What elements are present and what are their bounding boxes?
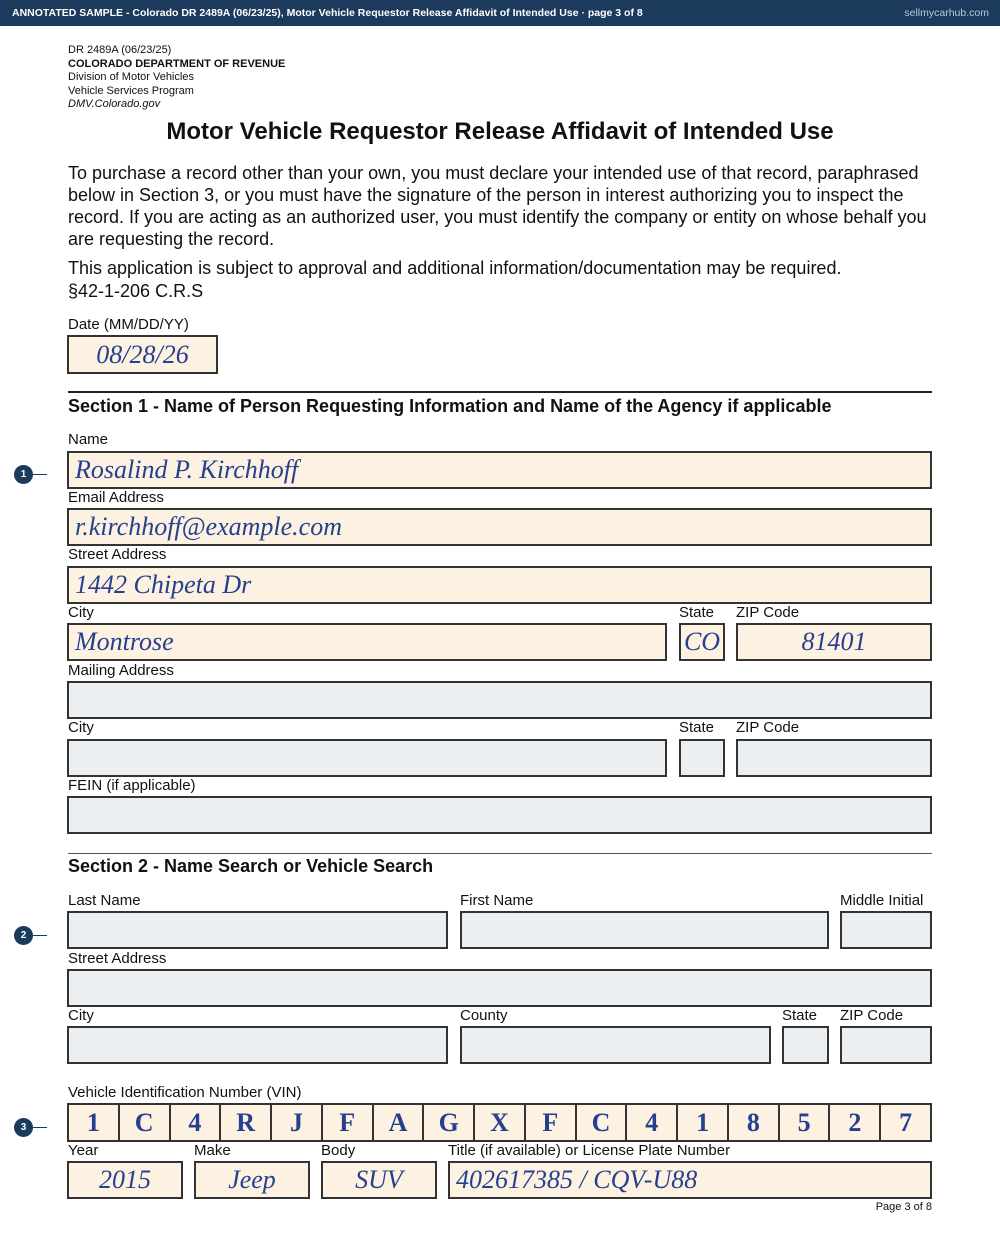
mailing-address-value bbox=[75, 683, 924, 717]
street-label: Street Address bbox=[68, 546, 167, 563]
annotation-leader bbox=[33, 935, 47, 936]
search-city-field[interactable] bbox=[67, 1026, 448, 1064]
annotation-marker: 1 bbox=[14, 465, 33, 484]
vin-char[interactable]: 5 bbox=[778, 1105, 829, 1140]
vin-label: Vehicle Identification Number (VIN) bbox=[68, 1084, 302, 1101]
mailing-state-field[interactable] bbox=[679, 739, 725, 777]
annotation-leader bbox=[33, 474, 47, 475]
city-label: City bbox=[68, 604, 94, 621]
form-title: Motor Vehicle Requestor Release Affidavit of Intended Use bbox=[166, 118, 834, 145]
year-field[interactable] bbox=[67, 1161, 183, 1199]
statute-reference: §42-1-206 C.R.S bbox=[68, 281, 204, 301]
vin-char[interactable]: F bbox=[524, 1105, 575, 1140]
section-divider bbox=[68, 391, 932, 393]
program-name: Vehicle Services Program bbox=[68, 84, 194, 97]
mailing-city-field[interactable] bbox=[67, 739, 667, 777]
middle-initial-label: Middle Initial bbox=[840, 892, 924, 909]
division-name: Division of Motor Vehicles bbox=[68, 71, 194, 83]
department-name: COLORADO DEPARTMENT OF REVENUE bbox=[68, 57, 286, 70]
street-value: 1442 Chipeta Dr bbox=[75, 570, 252, 599]
form-number: DR 2489A (06/23/25) bbox=[68, 44, 172, 56]
annotation-marker: 3 bbox=[14, 1118, 33, 1137]
zip-value: 81401 bbox=[801, 627, 867, 656]
fein-label: FEIN (if applicable) bbox=[68, 777, 196, 794]
search-zip-field[interactable] bbox=[840, 1026, 932, 1064]
search-zip-label: ZIP Code bbox=[840, 1007, 904, 1024]
requestor-name-value: Rosalind P. Kirchhoff bbox=[75, 455, 299, 484]
email-label: Email Address bbox=[68, 489, 164, 506]
vin-char[interactable]: J bbox=[270, 1105, 321, 1140]
county-field[interactable] bbox=[460, 1026, 771, 1064]
date-value: 08/28/26 bbox=[96, 339, 189, 369]
make-label: Make bbox=[194, 1142, 231, 1159]
vin-char[interactable]: R bbox=[219, 1105, 270, 1140]
plate-label: Title (if available) or License Plate Number bbox=[448, 1142, 731, 1159]
first-name-field[interactable] bbox=[460, 911, 829, 949]
make-field[interactable] bbox=[194, 1161, 310, 1199]
vin-char[interactable]: 1 bbox=[676, 1105, 727, 1140]
search-state-label: State bbox=[782, 1007, 818, 1024]
year-value: 2015 bbox=[99, 1165, 151, 1194]
email-field[interactable] bbox=[67, 508, 932, 546]
section-divider bbox=[68, 853, 932, 854]
mailing-state-label: State bbox=[679, 719, 715, 736]
page-number: Page 3 of 8 bbox=[875, 1201, 932, 1213]
vin-char[interactable]: 7 bbox=[879, 1105, 930, 1140]
vin-char[interactable]: 4 bbox=[625, 1105, 676, 1140]
mailing-city-label: City bbox=[68, 719, 94, 736]
vin-char[interactable]: C bbox=[118, 1105, 169, 1140]
search-street-label: Street Address bbox=[68, 950, 167, 967]
department-website: DMV.Colorado.gov bbox=[68, 98, 161, 110]
vin-char[interactable]: 4 bbox=[169, 1105, 220, 1140]
approval-note: This application is subject to approval and additional information/documentation may be required. bbox=[68, 258, 842, 278]
vin-char[interactable]: F bbox=[321, 1105, 372, 1140]
search-street-field[interactable] bbox=[67, 969, 932, 1007]
search-city-label: City bbox=[68, 1007, 94, 1024]
vin-field[interactable] bbox=[67, 1103, 932, 1142]
year-label: Year bbox=[68, 1142, 99, 1159]
body-label: Body bbox=[321, 1142, 356, 1159]
city-value: Montrose bbox=[75, 627, 174, 656]
city-field[interactable] bbox=[67, 623, 667, 661]
vin-char[interactable]: 1 bbox=[86, 1107, 100, 1137]
county-label: County bbox=[460, 1007, 508, 1024]
name-label: Name bbox=[68, 431, 109, 448]
zip-label: ZIP Code bbox=[736, 604, 800, 621]
date-field[interactable] bbox=[67, 335, 218, 374]
vin-char[interactable]: G bbox=[422, 1105, 473, 1140]
email-value: r.kirchhoff@example.com bbox=[75, 512, 342, 541]
annotation-banner bbox=[0, 0, 1000, 26]
zip-field[interactable] bbox=[736, 623, 932, 661]
plate-field[interactable] bbox=[448, 1161, 932, 1199]
state-label: State bbox=[679, 604, 715, 621]
section1-heading: Section 1 - Name of Person Requesting Information and Name of the Agency if applicable bbox=[68, 396, 832, 416]
mailing-zip-field[interactable] bbox=[736, 739, 932, 777]
state-field[interactable] bbox=[679, 623, 725, 661]
state-value: CO bbox=[683, 627, 721, 656]
search-state-field[interactable] bbox=[782, 1026, 829, 1064]
annotation-leader bbox=[33, 1127, 47, 1128]
vin-char[interactable]: 8 bbox=[727, 1105, 778, 1140]
vin-char[interactable]: C bbox=[575, 1105, 626, 1140]
date-label: Date (MM/DD/YY) bbox=[68, 316, 189, 333]
annotation-marker: 2 bbox=[14, 926, 33, 945]
requestor-name-field[interactable] bbox=[67, 451, 932, 489]
section2-heading: Section 2 - Name Search or Vehicle Search bbox=[68, 856, 434, 876]
banner-title: ANNOTATED SAMPLE - Colorado DR 2489A (06/23/25), Motor Vehicle Requestor Release Affidavit of Intended Use · page 3 of 8 bbox=[12, 7, 643, 19]
body-field[interactable] bbox=[321, 1161, 437, 1199]
plate-value: 402617385 / CQV-U88 bbox=[456, 1165, 698, 1194]
intro-paragraph: To purchase a record other than your own, you must declare your intended use of that record, paraphrased below in Section 3, or you must have the signature of the person in interest authorizing you to inspect the record. If you are acting as an authorized user, you must identify the company or entity on whose behalf you are requesting the record. bbox=[68, 163, 927, 249]
mailing-zip-label: ZIP Code bbox=[736, 719, 800, 736]
body-value: SUV bbox=[355, 1165, 403, 1194]
middle-initial-field[interactable] bbox=[840, 911, 932, 949]
vin-char[interactable]: X bbox=[473, 1105, 524, 1140]
last-name-field[interactable] bbox=[67, 911, 448, 949]
fein-field[interactable] bbox=[67, 796, 932, 834]
mailing-address-field[interactable] bbox=[67, 681, 932, 719]
banner-site-link[interactable]: sellmycarhub.com bbox=[904, 7, 989, 19]
street-field[interactable] bbox=[67, 566, 932, 604]
vin-char[interactable]: 2 bbox=[828, 1105, 879, 1140]
make-value: Jeep bbox=[228, 1165, 276, 1194]
mailing-address-label: Mailing Address bbox=[68, 662, 174, 679]
vin-char[interactable]: A bbox=[372, 1105, 423, 1140]
last-name-label: Last Name bbox=[68, 892, 141, 909]
first-name-label: First Name bbox=[460, 892, 534, 909]
